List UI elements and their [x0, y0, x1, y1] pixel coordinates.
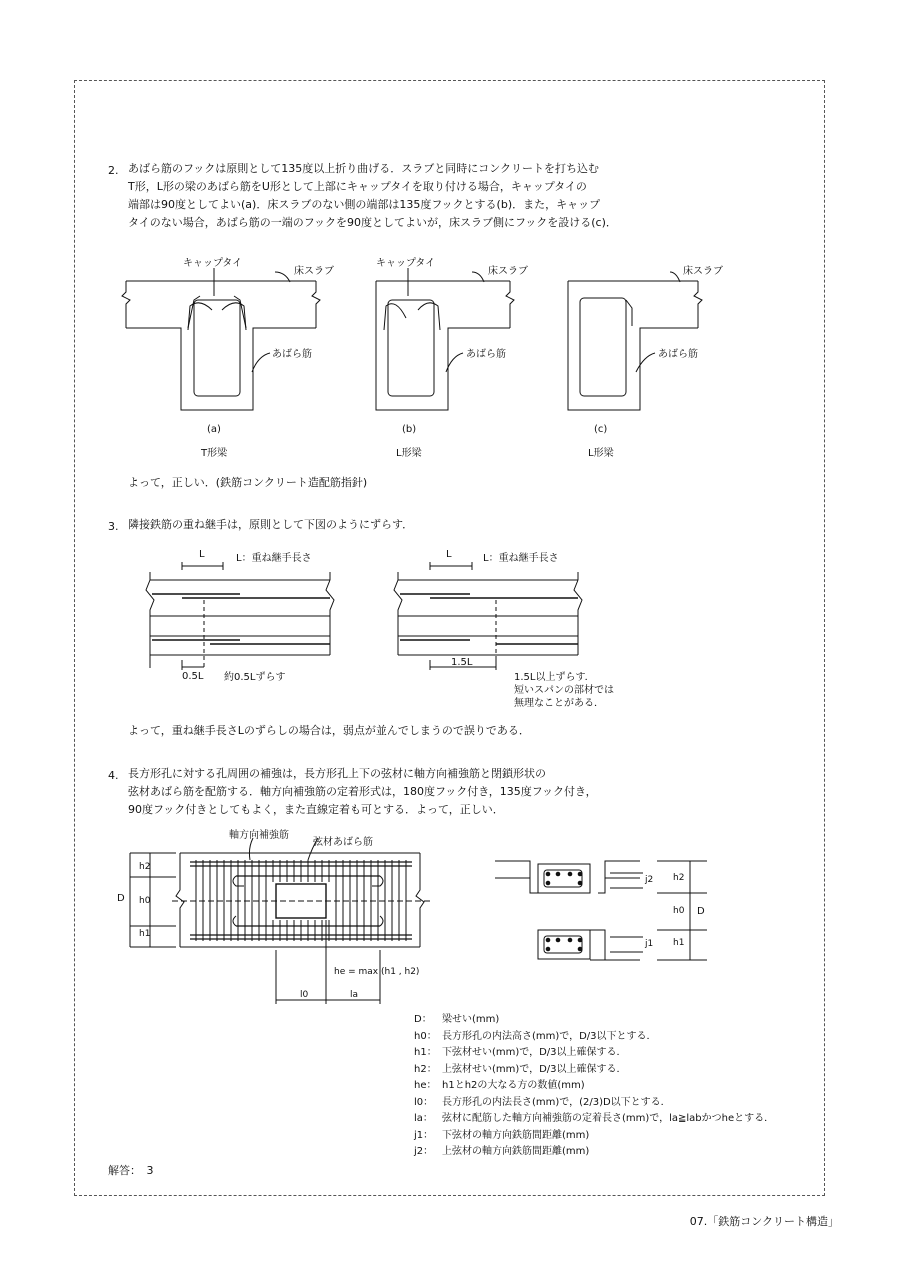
caption-b-name: L形梁 — [396, 448, 422, 459]
item-2-number: 2. — [108, 164, 119, 177]
symbol-legend — [414, 1010, 774, 1159]
legend-row: he： h1とh2の大なる方の数値(mm) — [414, 1080, 585, 1091]
stirrup-label-c: あばら筋 — [658, 349, 698, 360]
legend-row: h0： 長方形孔の内法高さ(mm)で，D/3以下とする． — [414, 1030, 657, 1042]
offset-right-dim: 1.5L — [451, 657, 473, 668]
he-formula: he = max (h1 , h2) — [334, 967, 420, 977]
offset-left-dim: 0.5L — [182, 671, 204, 682]
sec-h0-label: h0 — [673, 906, 685, 916]
offset-right-note-3: 無理なことがある． — [514, 698, 604, 709]
caption-a-name: T形梁 — [201, 448, 228, 459]
chord-stirrup-label: 弦材あばら筋 — [313, 837, 373, 848]
offset-left-note: 約0.5Lずらす — [224, 672, 286, 683]
caption-c-name: L形梁 — [588, 448, 614, 459]
legend-row: la： 弦材に配筋した軸方向補強筋の定着長さ(mm)で，la≧labかつheとする． — [414, 1113, 775, 1124]
lap-length-right-label: L — [446, 549, 452, 560]
h1-label: h1 — [139, 929, 151, 939]
item-2-line-4: タイのない場合，あばら筋の一端のフックを90度としてよいが，床スラブ側にフックを設ける(c)． — [128, 216, 617, 229]
axial-bar-label: 軸方向補強筋 — [229, 830, 289, 841]
item-3-number: 3. — [108, 520, 119, 533]
item-2-line-3: 端部は90度としてよい(a)．床スラブのない側の端部は135度フックとする(b)．また，キャップ — [128, 198, 601, 211]
floor-slab-label-b: 床スラブ — [488, 266, 528, 277]
sec-d-label: D — [697, 906, 705, 917]
legend-row: D： 梁せい(mm) — [414, 1014, 500, 1025]
caption-c-letter: (c) — [594, 424, 608, 435]
floor-slab-label-c: 床スラブ — [683, 266, 723, 277]
caption-a-letter: (a) — [207, 424, 221, 435]
cap-tie-label-b: キャップタイ — [376, 258, 436, 269]
cap-tie-label-a: キャップタイ — [183, 258, 243, 269]
item-3-conclusion: よって，重ね継手長さLのずらしの場合は，弱点が並んでしまうので誤りである． — [128, 724, 530, 737]
la-label: la — [350, 990, 359, 1000]
offset-right-note-1: 1.5L以上ずらす． — [514, 672, 595, 683]
lap-length-left-label: L — [199, 549, 205, 560]
floor-slab-label-a: 床スラブ — [294, 266, 334, 277]
h2-label: h2 — [139, 862, 151, 872]
sec-h1-label: h1 — [673, 938, 685, 948]
caption-b-letter: (b) — [402, 424, 417, 435]
stirrup-label-a: あばら筋 — [272, 349, 312, 360]
item-2-line-1: あばら筋のフックは原則として135度以上折り曲げる．スラブと同時にコンクリートを打ち込む — [128, 162, 600, 175]
legend-row: l0： 長方形孔の内法長さ(mm)で，(2/3)D以下とする． — [414, 1096, 671, 1108]
page-footer: 07.「鉄筋コンクリート構造」 — [689, 1215, 839, 1228]
depth-d-label: D — [117, 893, 125, 904]
item-4-line-1: 長方形孔に対する孔周囲の補強は，長方形孔上下の弦材に軸方向補強筋と閉鎖形状の — [128, 767, 546, 780]
legend-row: j1： 下弦材の軸方向鉄筋間距離(mm) — [414, 1129, 590, 1141]
legend-row: h1： 下弦材せい(mm)で，D/3以上確保する． — [414, 1047, 627, 1058]
item-4-line-2: 弦材あばら筋を配筋する．軸方向補強筋の定着形式は，180度フック付き，135度フック付き， — [128, 785, 597, 798]
legend-row: h2： 上弦材せい(mm)で，D/3以上確保する． — [414, 1063, 627, 1075]
legend-row: j2： 上弦材の軸方向鉄筋間距離(mm) — [414, 1146, 590, 1157]
lap-length-left-legend: L：重ね継手長さ — [236, 553, 312, 564]
beam-elevation — [130, 838, 430, 1004]
item-4-number: 4. — [108, 769, 119, 782]
item-2-conclusion: よって，正しい．(鉄筋コンクリート造配筋指針) — [128, 476, 368, 489]
item-2-line-2: T形，L形の梁のあばら筋をU形として上部にキャップタイを取り付ける場合，キャップタイの — [128, 180, 587, 193]
item-3-line-1: 隣接鉄筋の重ね継手は，原則として下図のようにずらす． — [128, 518, 414, 531]
section-rebars — [546, 872, 583, 952]
j1-label: j1 — [645, 939, 654, 949]
item-4-line-3: 90度フック付きとしてもよく，また直線定着も可とする．よって，正しい． — [128, 803, 504, 816]
lap-length-right-legend: L：重ね継手長さ — [483, 553, 559, 564]
answer: 解答： 3 — [108, 1164, 154, 1177]
j2-label: j2 — [645, 875, 654, 885]
h0-label: h0 — [139, 896, 151, 906]
offset-right-note-2: 短いスパンの部材では — [514, 685, 614, 696]
l0-label: l0 — [300, 990, 309, 1000]
sec-h2-label: h2 — [673, 873, 685, 883]
stirrup-label-b: あばら筋 — [466, 349, 506, 360]
